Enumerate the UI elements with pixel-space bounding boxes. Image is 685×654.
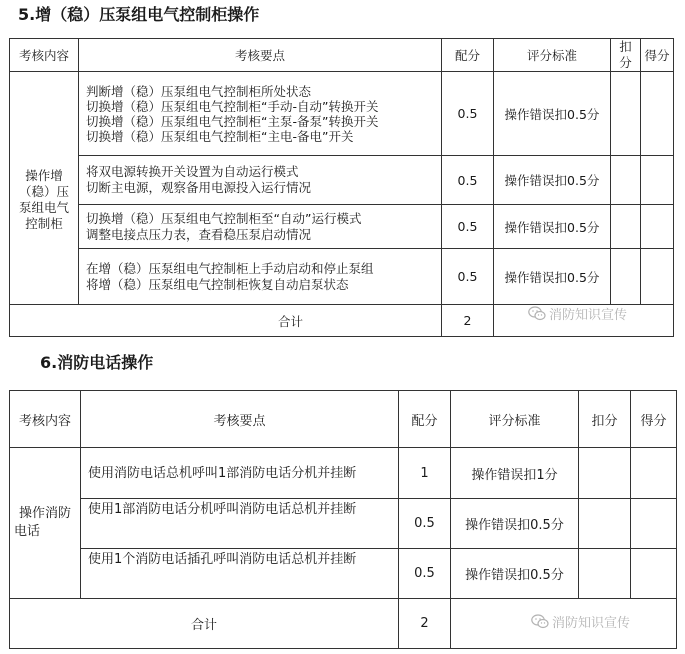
- item-line: 操作消防: [18, 506, 71, 521]
- item-line: 控制柜: [25, 216, 63, 231]
- deduct-cell: [611, 249, 641, 305]
- criteria-cell: 操作错误扣1分: [451, 448, 579, 499]
- criteria-cell: 操作错误扣0.5分: [451, 499, 579, 549]
- header-points: 考核要点: [81, 391, 399, 448]
- header-points: 考核要点: [79, 39, 442, 72]
- table-row: [10, 72, 674, 156]
- table-header-row: [10, 39, 674, 72]
- header-got: 得分: [631, 391, 677, 448]
- points-cell: [81, 499, 399, 549]
- header-deduct-line-2: 分: [619, 55, 632, 70]
- criteria-cell: 操作错误扣0.5分: [494, 249, 611, 305]
- item-line: （稳）压: [18, 184, 69, 199]
- item-cell: [10, 448, 81, 599]
- point-text: 将双电源转换开关设置为自动运行模式: [86, 164, 299, 179]
- total-score: 2: [442, 305, 494, 337]
- deduct-cell: [611, 72, 641, 156]
- point-text: 调整电接点压力表，查看稳压泵启动情况: [86, 226, 312, 242]
- table-row: [10, 156, 674, 205]
- section-5-table: [9, 38, 674, 337]
- total-score: 2: [399, 599, 451, 649]
- table-row: [10, 448, 677, 499]
- got-cell: [631, 448, 677, 499]
- point-text: 切换增（稳）压泵组电气控制柜“主泵-备泵”转换开关: [86, 113, 379, 129]
- point-text: 切换增（稳）压泵组电气控制柜至“自动”运行模式: [86, 210, 362, 226]
- table-row: [10, 249, 674, 305]
- header-score: 配分: [399, 391, 451, 448]
- got-cell: [641, 72, 674, 156]
- header-deduct-line-1: 扣: [619, 39, 632, 54]
- wechat-icon: [528, 306, 546, 321]
- score-cell: 0.5: [442, 205, 494, 249]
- header-deduct: 扣分: [579, 391, 631, 448]
- section-6-title: 6.消防电话操作: [40, 353, 154, 372]
- item-line: 操作增: [25, 168, 63, 183]
- point-text: 切换增（稳）压泵组电气控制柜“主电-备电”开关: [86, 128, 354, 144]
- point-text: 将增（稳）压泵组电气控制柜恢复自动启泵状态: [86, 276, 349, 292]
- total-label: 合计: [10, 305, 442, 337]
- points-cell: [79, 249, 442, 305]
- deduct-cell: [579, 499, 631, 549]
- criteria-cell: 操作错误扣0.5分: [451, 549, 579, 599]
- item-cell: [10, 72, 79, 305]
- watermark: [531, 612, 630, 631]
- item-line: 电话: [14, 524, 41, 539]
- got-cell: [631, 499, 677, 549]
- criteria-cell: 操作错误扣0.5分: [494, 72, 611, 156]
- item-line: 泵组电气: [18, 200, 69, 215]
- header-deduct: [611, 39, 641, 72]
- got-cell: [641, 156, 674, 205]
- table-header-row: [10, 391, 677, 448]
- table-row: [10, 499, 677, 549]
- criteria-cell: 操作错误扣0.5分: [494, 156, 611, 205]
- got-cell: [641, 205, 674, 249]
- points-cell: [79, 156, 442, 205]
- watermark-text: 消防知识宣传: [552, 616, 631, 631]
- watermark: [528, 304, 627, 323]
- header-item: 考核内容: [10, 391, 81, 448]
- header-criteria: 评分标准: [494, 39, 611, 72]
- section-6-table: [9, 390, 677, 649]
- point-text: 使用消防电话总机呼叫1部消防电话分机并挂断: [88, 465, 357, 481]
- score-cell: 0.5: [399, 549, 451, 599]
- deduct-cell: [579, 448, 631, 499]
- points-cell: [79, 205, 442, 249]
- point-text: 切换增（稳）压泵组电气控制柜“手动-自动”转换开关: [86, 98, 379, 114]
- header-got: 得分: [641, 39, 674, 72]
- points-cell: [79, 72, 442, 156]
- deduct-cell: [611, 156, 641, 205]
- point-text: 切断主电源，观察备用电源投入运行情况: [86, 180, 312, 195]
- watermark-text: 消防知识宣传: [549, 308, 628, 323]
- score-cell: 0.5: [442, 249, 494, 305]
- criteria-cell: 操作错误扣0.5分: [494, 205, 611, 249]
- wechat-icon: [531, 614, 549, 629]
- header-criteria: 评分标准: [451, 391, 579, 448]
- points-cell: [81, 549, 399, 599]
- deduct-cell: [611, 205, 641, 249]
- point-text: 使用1部消防电话分机呼叫消防电话总机并挂断: [88, 502, 357, 517]
- got-cell: [631, 549, 677, 599]
- section-5-title: 5.增（稳）压泵组电气控制柜操作: [18, 5, 260, 24]
- score-cell: 0.5: [442, 72, 494, 156]
- table-row: [10, 549, 677, 599]
- total-label: 合计: [10, 599, 399, 649]
- deduct-cell: [579, 549, 631, 599]
- point-text: 在增（稳）压泵组电气控制柜上手动启动和停止泵组: [86, 260, 374, 276]
- point-text: 使用1个消防电话插孔呼叫消防电话总机并挂断: [88, 552, 357, 567]
- got-cell: [641, 249, 674, 305]
- score-cell: 1: [399, 448, 451, 499]
- score-cell: 0.5: [399, 499, 451, 549]
- point-text: 判断增（稳）压泵组电气控制柜所处状态: [86, 83, 312, 99]
- score-cell: 0.5: [442, 156, 494, 205]
- header-score: 配分: [442, 39, 494, 72]
- table-row: [10, 205, 674, 249]
- header-item: 考核内容: [10, 39, 79, 72]
- points-cell: [81, 448, 399, 499]
